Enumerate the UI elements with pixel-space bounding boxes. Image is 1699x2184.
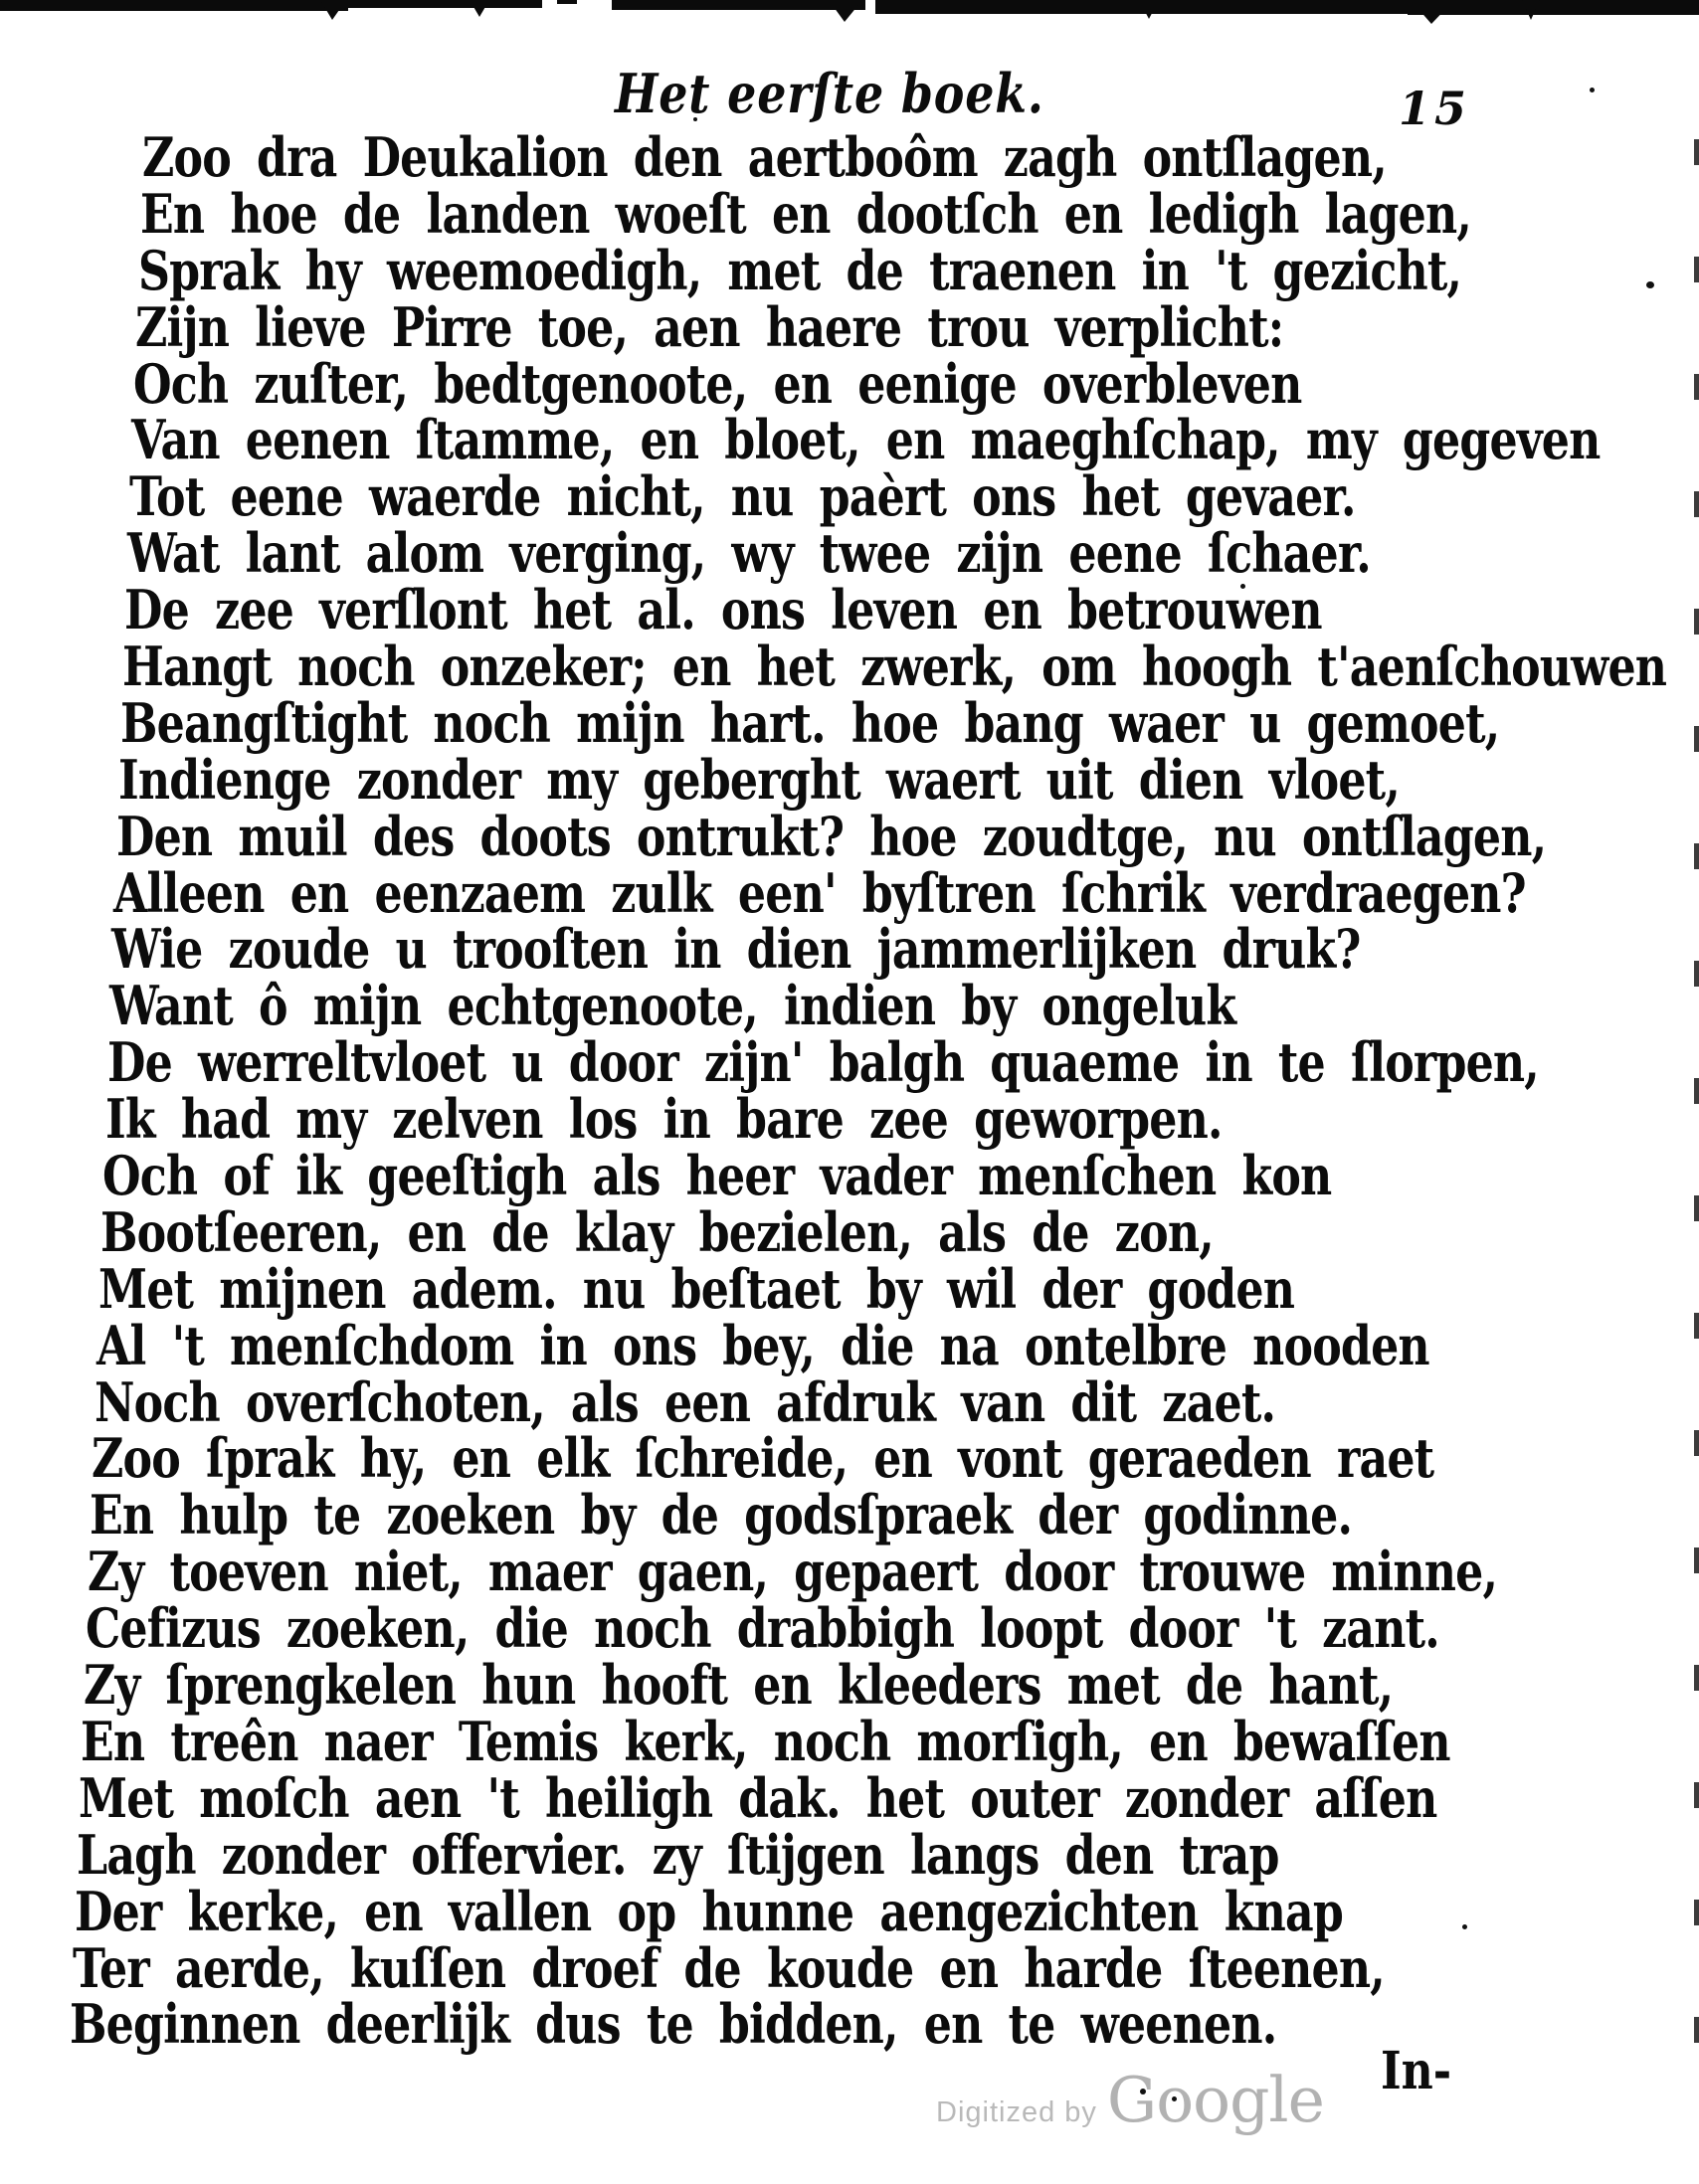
watermark-prefix-label: Digitized by	[936, 2096, 1097, 2128]
poem-body	[0, 125, 1699, 2057]
running-title: Het eerſte boek.	[615, 62, 1044, 125]
poem-line: Zoo ſprak hy, en elk ſchreide, en vont geraeden raet	[92, 1426, 1434, 1491]
poem-line: Den muil des doots ontrukt? hoe zoudtge, nu ontſlagen,	[115, 804, 1546, 868]
poem-line: Met mijnen adem. nu beſtaet by wil der goden	[98, 1256, 1295, 1321]
poem-line: Bootſeeren, en de klay bezielen, als de zon,	[100, 1199, 1215, 1264]
poem-line: Wie zoude u trooſten in dien jammerlijken druk?	[111, 917, 1361, 982]
scan-artifact-top-edge	[0, 0, 1699, 24]
page-number: 15	[1399, 82, 1471, 135]
poem-line: Want ô mijn echtgenoote, indien by ongeluk	[109, 974, 1236, 1038]
poem-line: Zoo dra Deukalion den aertboôm zagh ontſlagen,	[142, 125, 1387, 189]
poem-line: Der kerke, en vallen op hunne aengezichten knap	[74, 1879, 1343, 1943]
catchword: In-	[1381, 2041, 1452, 2101]
poem-line: Zy ſprengkelen hun hooft en kleeders met de hant,	[83, 1653, 1393, 1718]
poem-line: Sprak hy weemoedigh, met de traenen in 't gezicht,	[137, 238, 1461, 302]
poem-line: Wat lant alom verging, wy twee zijn eene ſchaer.	[126, 521, 1371, 586]
poem-line: En hulp te zoeken by de godsſpraek der godinne.	[90, 1483, 1353, 1547]
digitized-watermark	[936, 2064, 1324, 2136]
poem-line: En hoe de landen woeſt en dootſch en ledigh lagen,	[139, 181, 1471, 246]
poem-line: Zy toeven niet, maer gaen, gepaert door trouwe minne,	[88, 1540, 1498, 1604]
poem-line: Zijn lieve Pirre toe, aen haere trou verplicht:	[135, 294, 1284, 359]
google-logo: Google	[1106, 2064, 1324, 2136]
poem-line: Al 't menſchdom in ons bey, die na ontelbre nooden	[95, 1313, 1429, 1377]
poem-line: Noch overſchoten, als een afdruk van dit zaet.	[94, 1369, 1275, 1434]
poem-line: Ik had my zelven los in bare zee geworpen.	[104, 1087, 1223, 1152]
poem-line: Indienge zonder my geberght waert uit dien vloet,	[117, 747, 1400, 812]
poem-line: Lagh zonder offervier. zy ſtijgen langs den trap	[77, 1822, 1279, 1887]
poem-line: Ter aerde, kuſſen droef de koude en harde ſteenen,	[72, 1935, 1385, 2000]
poem-line: Alleen en eenzaem zulk een' byſtren ſchrik verdraegen?	[113, 860, 1527, 925]
poem-line: De werreltvloet u door zijn' balgh quaeme in te ſlorpen,	[106, 1030, 1539, 1095]
poem-line: Och zuſter, bedtgenoote, en eenige overbleven	[133, 351, 1302, 416]
poem-line: Cefizus zoeken, die noch drabbigh loopt door 't zant.	[85, 1596, 1439, 1661]
poem-line: Met moſch aen 't heiligh dak. het outer zonder aſſen	[79, 1765, 1437, 1830]
ink-speck	[1590, 88, 1595, 92]
poem-line: Och of ik geeſtigh als heer vader menſchen kon	[102, 1144, 1332, 1208]
poem-line: Van eenen ſtamme, en bloet, en maeghſchap, my gegeven	[131, 408, 1601, 472]
poem-line: De zee verſlont het al. ons leven en betrouwen	[124, 578, 1323, 642]
poem-line: Tot eene waerde nicht, nu paèrt ons het gevaer.	[128, 464, 1356, 529]
poem-line: En treên naer Temis kerk, noch morſigh, en bewaſſen	[81, 1709, 1451, 1773]
poem-line: Beginnen deerlijk dus te bidden, en te weenen.	[70, 1992, 1277, 2057]
poem-line: Hangt noch onzeker; en het zwerk, om hoogh t'aenſchouwen	[122, 635, 1667, 699]
poem-line: Beangſtight noch mijn hart. hoe bang waer u gemoet,	[120, 690, 1500, 755]
